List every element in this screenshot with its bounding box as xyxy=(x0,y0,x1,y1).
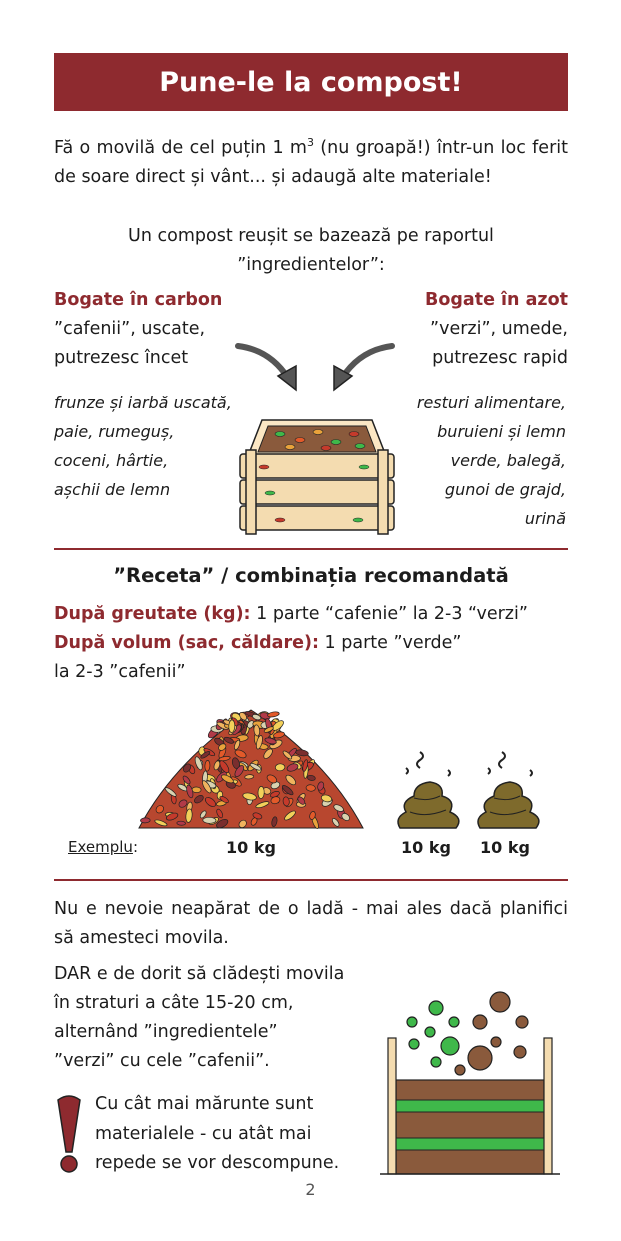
page-title-banner xyxy=(54,53,568,111)
ratio-intro: Un compost reușit se bazează pe raportul ”ingredientelor”: xyxy=(128,226,494,275)
leaf-shape xyxy=(258,786,265,798)
nitrogen-heading: Bogate în azot xyxy=(425,290,568,310)
list-item: buruieni și lemn xyxy=(437,422,566,441)
leaf-shape xyxy=(267,711,279,718)
manure-weight: 10 kg xyxy=(401,838,451,857)
divider xyxy=(54,879,568,881)
weight-label: După greutate (kg): xyxy=(54,604,251,624)
recipe-heading: ”Receta” / combinația recomandată xyxy=(113,564,509,587)
exclamation-icon xyxy=(54,1092,84,1176)
leaves-weight: 10 kg xyxy=(226,838,276,857)
manure-weight: 10 kg xyxy=(480,838,530,857)
page-title: Pune-le la compost! xyxy=(159,66,463,98)
leaf-shape xyxy=(275,763,285,771)
tip-text: Cu cât mai mărunte sunt materialele - cu atât mai repede se vor descompune. xyxy=(95,1094,340,1173)
leaf-shape xyxy=(229,720,235,733)
leaves-pile-icon xyxy=(135,700,367,834)
list-item: gunoi de grajd, xyxy=(444,480,566,499)
leaf-shape xyxy=(203,817,216,823)
manure-icon xyxy=(390,748,470,834)
recipe-text: După greutate (kg): 1 parte “cafenie” la 2-3 “verzi” După volum (sac, căldare): 1 parte ”verde” la 2-3 ”cafenii” xyxy=(54,604,528,682)
page-number: 2 xyxy=(305,1180,316,1199)
leaf-shape xyxy=(140,818,150,824)
leaf-shape xyxy=(205,760,211,771)
example-label: Exemplu: xyxy=(68,838,138,856)
list-item: frunze și iarbă uscată, xyxy=(54,393,232,412)
list-item: paie, rumeguș, xyxy=(54,422,175,441)
leaf-shape xyxy=(177,821,186,826)
carbon-desc: ”cafenii”, uscate, xyxy=(54,319,206,339)
list-item: așchii de lemn xyxy=(54,480,171,499)
manure-icon xyxy=(470,748,550,834)
intro-paragraph: Fă o movilă de cel puțin 1 $m^3$ (nu groapă!) într-un loc ferit de soare direct și vânt... și adaugă alte materiale! xyxy=(54,136,568,187)
divider xyxy=(54,548,568,550)
layered-compost-icon xyxy=(380,988,560,1176)
no-box-paragraph: Nu e nevoie neapărat de o ladă - mai ales dacă planifici să amesteci movila. xyxy=(54,899,568,948)
list-item: resturi alimentare, xyxy=(416,393,566,412)
nitrogen-desc: ”verzi”, umede, xyxy=(430,319,568,339)
nitrogen-desc: putrezesc rapid xyxy=(432,348,568,368)
list-item: verde, balegă, xyxy=(450,451,566,470)
volume-label: După volum (sac, căldare): xyxy=(54,633,319,653)
carbon-heading: Bogate în carbon xyxy=(54,290,223,310)
layers-paragraph: DAR e de dorit să clădești movila în straturi a câte 15-20 cm, alternând ”ingredientele” ”verzi” cu cele ”cafenii”. xyxy=(54,964,345,1071)
arrows-icon xyxy=(230,338,400,398)
list-item: coceni, hârtie, xyxy=(54,451,169,470)
compost-box-icon xyxy=(236,410,398,535)
list-item: urină xyxy=(524,509,566,528)
carbon-desc: putrezesc încet xyxy=(54,348,189,368)
leaf-shape xyxy=(192,787,201,793)
